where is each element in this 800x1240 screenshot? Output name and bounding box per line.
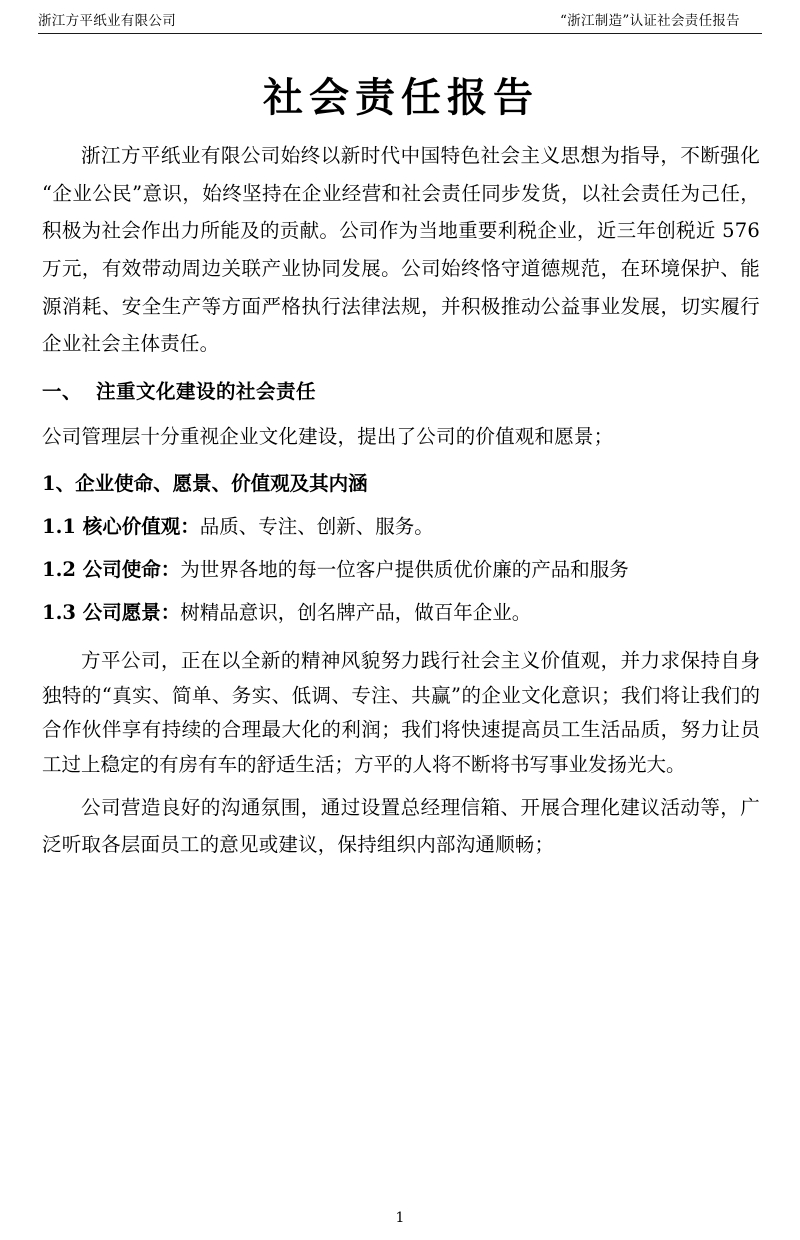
section1-paragraph-1: 方平公司，正在以全新的精神风貌努力践行社会主义价值观，并力求保持自身独特的“真实、简单、务实、低调、专注、共赢”的企业文化意识；我们将让我们的合作伙伴享有持续的合理最大化的利润；我们将快速提高员工生活品质，努力让员工过上稳定的有房有车的舒适生活；方平的人将不断将书写事业发扬光大。: [42, 648, 760, 776]
list-item: [42, 552, 760, 587]
list-item-label: 1.3 公司愿景：: [42, 600, 181, 624]
page-number: 1: [395, 1210, 405, 1226]
list-item: [42, 509, 760, 544]
list-item-text: 树精品意识，创名牌产品，做百年企业。: [180, 600, 532, 624]
section-heading-1: [42, 375, 760, 408]
section1-lead: 公司管理层十分重视企业文化建设，提出了公司的价值观和愿景；: [42, 424, 614, 448]
section-title: 注重文化建设的社会责任: [96, 379, 317, 403]
section1-paragraph-2: 公司营造良好的沟通氛围，通过设置总经理信箱、开展合理化建议活动等，广泛听取各层面员工的意见或建议，保持组织内部沟通顺畅；: [42, 795, 760, 857]
page-footer: [0, 1210, 800, 1226]
list-item-label: 1.2 公司使命：: [42, 557, 181, 581]
list-item: [42, 595, 760, 630]
section-number: 一、: [42, 379, 83, 403]
header-report-title: “浙江制造”认证社会责任报告: [559, 13, 740, 29]
intro-paragraph: 浙江方平纸业有限公司始终以新时代中国特色社会主义思想为指导，不断强化“企业公民”意识，始终坚持在企业经营和社会责任同步发货，以社会责任为己任，积极为社会作出力所能及的贡献。公司作为当地重要利税企业，近三年创税近 576 万元，有效带动周边关联产业协同发展。公司始终恪守道德规范，在环境保护、能源消耗、安全生产等方面严格执行法律法规，并积极推动公益事业发展，切实履行企业社会主体责任。: [42, 144, 760, 356]
list-item-label: 1.1 核心价值观：: [42, 514, 200, 538]
page-title: 社会责任报告: [263, 74, 539, 121]
list-item-text: 为世界各地的每一位客户提供质优价廉的产品和服务: [180, 557, 629, 581]
list-item-text: 品质、专注、创新、服务。: [199, 514, 434, 538]
header-company-name: 浙江方平纸业有限公司: [38, 13, 176, 29]
document-content: [42, 34, 760, 864]
subsection-heading-1: 1、企业使命、愿景、价值观及其内涵: [42, 471, 368, 495]
running-header: [38, 0, 762, 34]
